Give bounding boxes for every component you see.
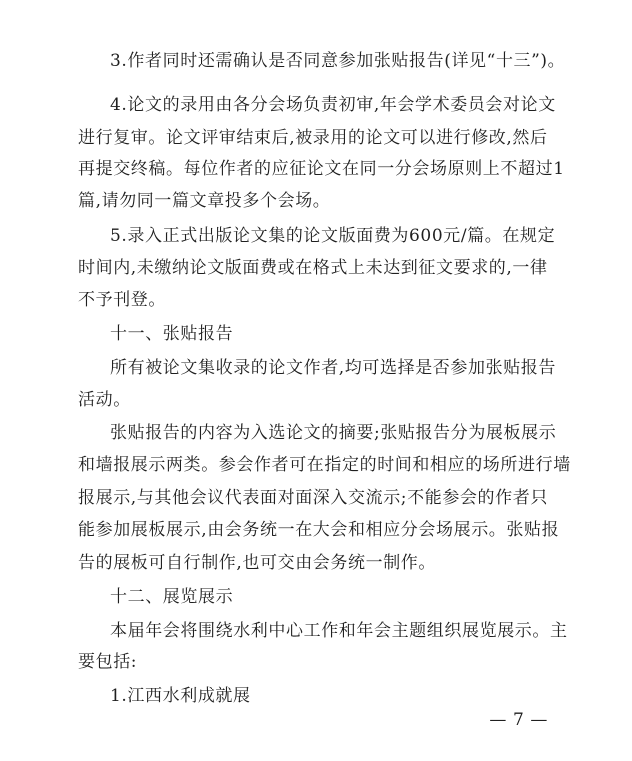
section-11-heading: 十一、张贴报告 xyxy=(110,324,234,344)
paragraph-4-line-4: 篇,请勿同一篇文章投多个会场。 xyxy=(78,191,331,211)
section-11-para-2-line-3: 报展示,与其他会议代表面对面深入交流示;不能参会的作者只 xyxy=(78,488,548,508)
section-12-para-1-line-2: 要包括: xyxy=(78,652,138,672)
section-11-para-2-line-4: 能参加展板展示,由会务统一在大会和相应分会场展示。张贴报 xyxy=(78,520,560,540)
section-12-para-1-line-1: 本届年会将围绕水利中心工作和年会主题组织展览展示。主 xyxy=(110,621,568,641)
paragraph-5-line-3: 不予刊登。 xyxy=(78,290,166,310)
section-11-para-1-line-1: 所有被论文集收录的论文作者,均可选择是否参加张贴报告 xyxy=(110,358,557,378)
section-11-para-2-line-1: 张贴报告的内容为入选论文的摘要;张贴报告分为展板展示 xyxy=(110,423,557,443)
section-11-para-1-line-2: 活动。 xyxy=(78,390,131,410)
paragraph-5-line-1: 5.录入正式出版论文集的论文版面费为600元/篇。在规定 xyxy=(110,226,556,246)
paragraph-4-line-3: 再提交终稿。每位作者的应征论文在同一分会场原则上不超过1 xyxy=(78,159,565,179)
section-12-item-1: 1.江西水利成就展 xyxy=(110,686,251,706)
page-number: — 7 — xyxy=(489,710,548,730)
paragraph-3-line-1: 3.作者同时还需确认是否同意参加张贴报告(详见“十三”)。 xyxy=(110,51,566,71)
section-12-heading: 十二、展览展示 xyxy=(110,587,234,607)
paragraph-4-line-2: 进行复审。论文评审结束后,被录用的论文可以进行修改,然后 xyxy=(78,128,548,148)
section-11-para-2-line-2: 和墙报展示两类。参会作者可在指定的时间和相应的场所进行墙 xyxy=(78,455,571,475)
section-11-para-2-line-5: 告的展板可自行制作,也可交由会务统一制作。 xyxy=(78,553,437,573)
paragraph-4-line-1: 4.论文的录用由各分会场负责初审,年会学术委员会对论文 xyxy=(110,95,556,115)
paragraph-5-line-2: 时间内,未缴纳论文版面费或在格式上未达到征文要求的,一律 xyxy=(78,258,548,278)
